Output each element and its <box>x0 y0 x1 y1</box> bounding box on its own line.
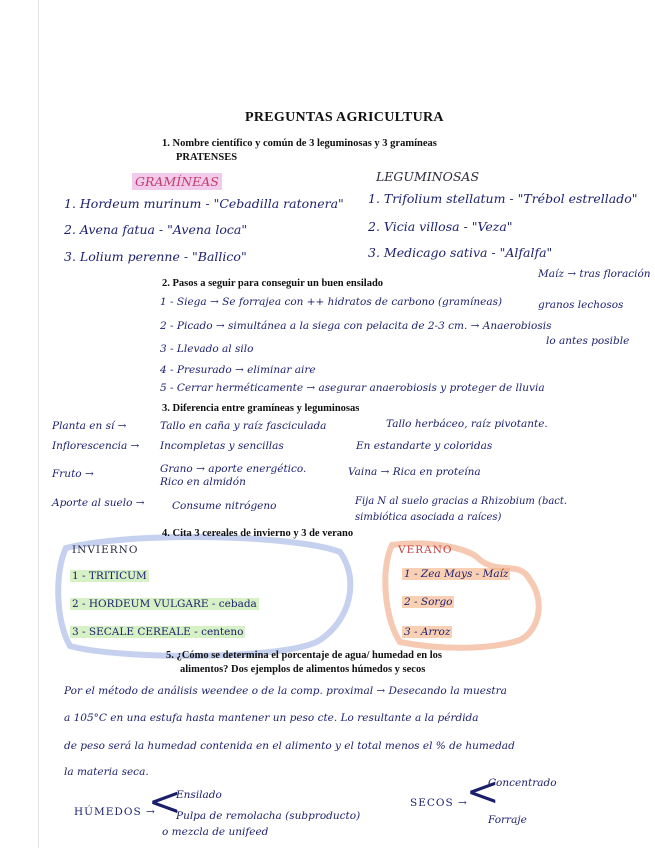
q5-paragraph-2: a 105°C en una estufa hasta mantener un peso cte. Lo resultante a la pérdida <box>64 712 479 724</box>
q5-paragraph-1: Por el método de análisis weendee o de la comp. proximal → Desecando la muestra <box>64 685 507 697</box>
page-title: PREGUNTAS AGRICULTURA <box>245 110 444 125</box>
verano-3: 3 - Arroz <box>404 626 451 638</box>
question-number: 4. <box>162 528 170 539</box>
leguminosas-label: LEGUMINOSAS <box>376 169 480 184</box>
question-text: ¿Cómo se determina el porcentaje de agua/ humedad en los <box>176 650 442 661</box>
invierno-label: INVIERNO <box>72 544 139 556</box>
q5-paragraph-4: la materia seca. <box>64 766 149 778</box>
diff-gram-1: Tallo en caña y raíz fasciculada <box>160 420 327 432</box>
side-note-2: granos lechosos <box>538 299 624 311</box>
question-text: Diferencia entre gramíneas y leguminosas <box>172 403 360 414</box>
question-5 <box>166 650 442 661</box>
question-text: Nombre científico y común de 3 leguminosas y 3 gramíneas <box>172 138 437 149</box>
question-2 <box>162 278 383 289</box>
question-1 <box>162 138 437 149</box>
graminea-3: 3. Lolium perenne - "Ballico" <box>64 249 247 264</box>
question-text: Pasos a seguir para conseguir un buen ensilado <box>172 278 384 289</box>
question-number: 3. <box>162 403 170 414</box>
gramineas-label: GRAMÍNEAS <box>132 174 222 189</box>
diff-gram-4: Consume nitrógeno <box>172 500 277 512</box>
step-2: 2 - Picado → simultánea a la siega con pelacita de 2-3 cm. → Anaerobiosis <box>160 320 552 332</box>
diff-label-3: Fruto → <box>52 468 94 480</box>
verano-label: VERANO <box>398 544 453 556</box>
diff-label-1: Planta en sí → <box>52 420 127 432</box>
seco-1: Concentrado <box>488 777 557 789</box>
graminea-1: 1. Hordeum murinum - "Cebadilla ratonera" <box>64 196 344 211</box>
humedo-1: Ensilado <box>176 789 222 801</box>
humedos-label: HÚMEDOS → <box>74 806 156 818</box>
seco-2: Forraje <box>488 814 527 826</box>
question-1-line2: PRATENSES <box>176 152 238 163</box>
diff-leg-3: Vaina → Rica en proteína <box>348 466 481 478</box>
q5-paragraph-3: de peso será la humedad contenida en el alimento y el total menos el % de humedad <box>64 740 515 752</box>
side-note-1: Maíz → tras floración <box>538 268 651 280</box>
diff-leg-1: Tallo herbáceo, raíz pivotante. <box>386 418 548 430</box>
invierno-3: 3 - SECALE CEREALE - centeno <box>72 626 244 638</box>
question-number: 2. <box>162 278 170 289</box>
leguminosa-2: 2. Vicia villosa - "Veza" <box>368 219 513 234</box>
question-5-line2: alimentos? Dos ejemplos de alimentos húmedos y secos <box>180 664 426 675</box>
question-text: Cita 3 cereales de invierno y 3 de verano <box>172 528 354 539</box>
verano-1: 1 - Zea Mays - Maíz <box>404 568 509 580</box>
secos-bracket: < <box>466 769 500 815</box>
invierno-2: 2 - HORDEUM VULGARE - cebada <box>72 598 257 610</box>
humedo-2: Pulpa de remolacha (subproducto) <box>176 810 361 822</box>
step-1: 1 - Siega → Se forrajea con ++ hidratos de carbono (gramíneas) <box>160 296 503 308</box>
diff-leg-2: En estandarte y coloridas <box>356 440 493 452</box>
graminea-2: 2. Avena fatua - "Avena loca" <box>64 222 248 237</box>
diff-leg-4: Fija N al suelo gracias a Rhizobium (bact. simbiótica asociada a raíces) <box>355 496 568 523</box>
diff-gram-3: Grano → aporte energético. Rico en almidón <box>160 463 307 488</box>
humedos-bracket: < <box>148 779 182 825</box>
secos-label: SECOS → <box>410 797 468 809</box>
diff-label-2: Inflorescencia → <box>52 440 140 452</box>
leguminosa-3: 3. Medicago sativa - "Alfalfa" <box>368 245 553 260</box>
leguminosa-1: 1. Trifolium stellatum - "Trébol estrellado" <box>368 191 638 206</box>
invierno-1: 1 - TRITICUM <box>72 570 147 582</box>
diff-label-4: Aporte al suelo → <box>52 497 145 509</box>
side-note-3: lo antes posible <box>546 335 630 347</box>
step-4: 4 - Presurado → eliminar aire <box>160 364 316 376</box>
verano-2: 2 - Sorgo <box>404 596 453 608</box>
question-4 <box>162 528 353 539</box>
diff-gram-2: Incompletas y sencillas <box>160 440 284 452</box>
question-number: 5. <box>166 650 174 661</box>
step-5: 5 - Cerrar herméticamente → asegurar anaerobiosis y proteger de lluvia <box>160 382 545 394</box>
humedo-3: o mezcla de unifeed <box>162 826 269 838</box>
question-3 <box>162 403 359 414</box>
question-number: 1. <box>162 138 170 149</box>
step-3: 3 - Llevado al silo <box>160 343 254 355</box>
